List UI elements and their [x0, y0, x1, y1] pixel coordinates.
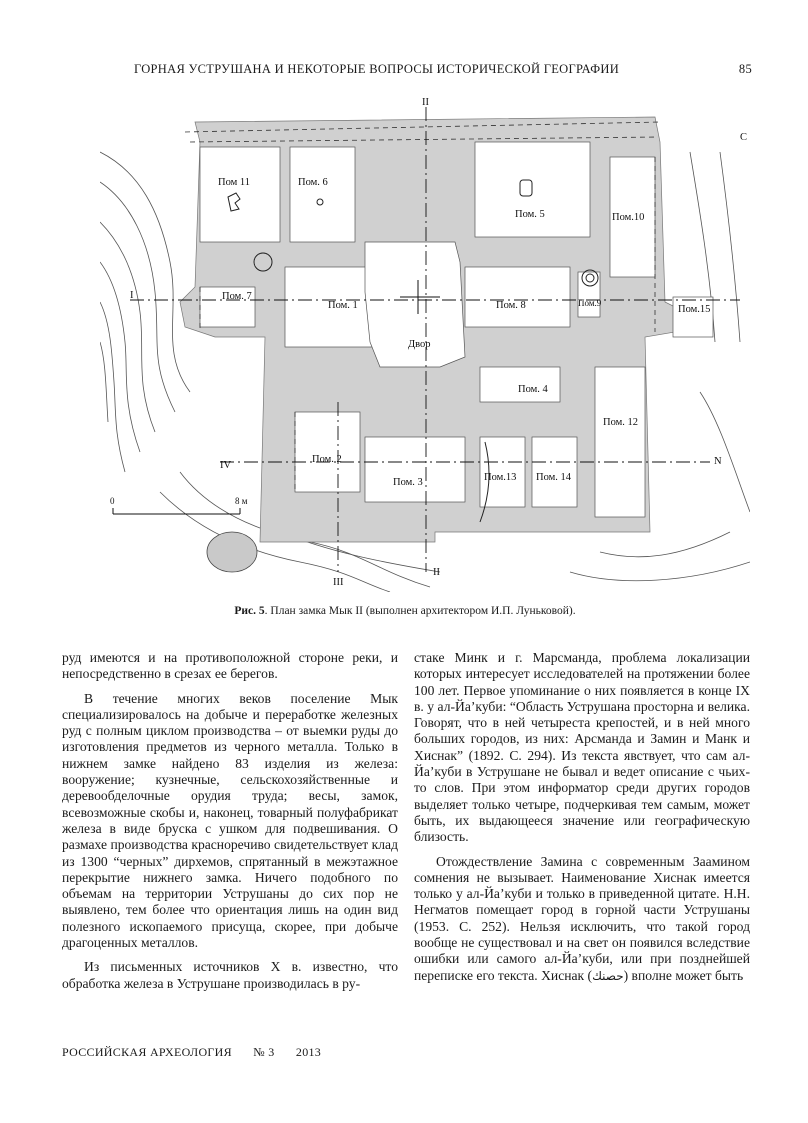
caption-text: . План замка Мык II (выполнен архитектором И.П. Луньковой). — [264, 605, 576, 617]
room-label-5: Пом. 5 — [515, 209, 545, 220]
figure-caption — [60, 605, 750, 617]
section-label-i: I — [130, 290, 134, 301]
scale-bar — [110, 496, 248, 514]
scale-eight: 8 м — [235, 496, 248, 506]
left-paragraph-2: В течение многих веков поселение Мык специализировалось на добыче и переработке железных руд с полным циклом производства – от выемки руды до изготовления предметов из черного металла. Только в нижнем замке найдено 83 изделия из железа: вооружение; кузнечные, сельскохозяйственные и деревообделочные орудия труда; весы, замок, всевозможные скобы и, наконец, товарный полуфабрикат железа в виде бруска с ушком для подвешивания. О размахе производства красноречиво свидетельствует клад из 1300 “черных” дирхемов, спрятанный в межэтажное перекрытие нижнего замка. Ничего подобного по объемам на территории Уструшаны до сих пор не выявлено, тем более что ориентация лишь на один вид полезного ископаемого присуща, скорее, при добыче драгоценных металлов. — [62, 690, 398, 951]
left-paragraph-3: Из письменных источников X в. известно, что обработка железа в Уструшане производилась в ру- — [62, 959, 398, 991]
room-label-4: Пом. 4 — [518, 384, 548, 395]
section-label-iv: IV — [220, 460, 232, 471]
page-footer — [62, 1045, 339, 1060]
room-label-1: Пом. 1 — [328, 300, 358, 311]
tower-circle — [207, 532, 257, 572]
running-title: ГОРНАЯ УСТРУШАНА И НЕКОТОРЫЕ ВОПРОСЫ ИСТОРИЧЕСКОЙ ГЕОГРАФИИ — [134, 62, 620, 76]
scale-zero: 0 — [110, 496, 115, 506]
journal-name: РОССИЙСКАЯ АРХЕОЛОГИЯ — [62, 1045, 232, 1059]
left-paragraph-1: руд имеются и на противоположной стороне реки, и непосредственно в срезах ее берегов. — [62, 650, 398, 682]
room-label-2: Пом. 2 — [312, 454, 342, 465]
right-paragraph-2 — [414, 854, 750, 984]
issue-number: № 3 — [253, 1045, 275, 1059]
section-label-ii-top: II — [422, 97, 429, 108]
room-label-15: Пом.15 — [678, 304, 711, 315]
room-label-12: Пом. 12 — [603, 417, 639, 428]
room-label-11: Пом 11 — [218, 177, 251, 188]
right-paragraph-1: стаке Минк и г. Марсманда, проблема локализации которых интересует исследователей на протяжении более 100 лет. Первое упоминание о них появляется в конце IX в. у ал-Йа’куби: “Область Уструшана просторна и велика. Говорят, что в ней четыреста крепостей, и в ней много больших городов, из них: Арсманда и Замин и Манк и Хиснак” (1892. С. 294). Из текста явствует, что сам ал-Йа’куби в Уструшане не бывал и ведет описание с чьих-то слов. При этом информатор среди других городов выделяет только четыре, подчеркивая тем самым, может быть, их выдающееся значение или географическую близость. — [414, 650, 750, 845]
year: 2013 — [295, 1045, 322, 1059]
arabic-word: حصنك — [592, 968, 624, 983]
room-label-14: Пом. 14 — [536, 472, 572, 483]
section-label-ii-bottom: II — [433, 567, 440, 578]
room-label-9: Пом.9 — [578, 298, 602, 308]
courtyard-label: Двор — [408, 339, 431, 350]
page-number: 85 — [738, 62, 752, 76]
room-label-8: Пом. 8 — [496, 300, 526, 311]
room-label-3: Пом. 3 — [393, 477, 423, 488]
castle-plan-figure — [100, 92, 750, 592]
right-column — [414, 650, 750, 984]
section-label-n: N — [714, 456, 722, 467]
castle-plan-drawing — [100, 92, 750, 592]
right-paragraph-2-end: ) вполне может быть — [623, 967, 744, 983]
section-label-iii: III — [333, 577, 344, 588]
left-column — [62, 650, 398, 992]
right-paragraph-2-start: Отождествление Замина с современным Заамином сомнения не вызывает. Наименование Хиснак имеется только у ал-Йа’куби и только в приведенной цитате. Н.Н. Негматов помещает город в горной части Уструшаны (1953. С. 252). Нельзя исключить, что такой город вообще не существовал и на свет он появился вследствие ошибки или самого ал-Йа’куби, или при позднейшей переписке его текста. Хиснак ( — [414, 853, 750, 983]
room-label-10: Пом.10 — [612, 212, 645, 223]
room-label-6: Пом. 6 — [298, 177, 328, 188]
room-label-13: Пом.13 — [484, 472, 517, 483]
room-label-7: Пом. 7 — [222, 291, 252, 302]
edge-letter: C — [740, 132, 748, 143]
caption-label: Рис. 5 — [234, 605, 265, 617]
